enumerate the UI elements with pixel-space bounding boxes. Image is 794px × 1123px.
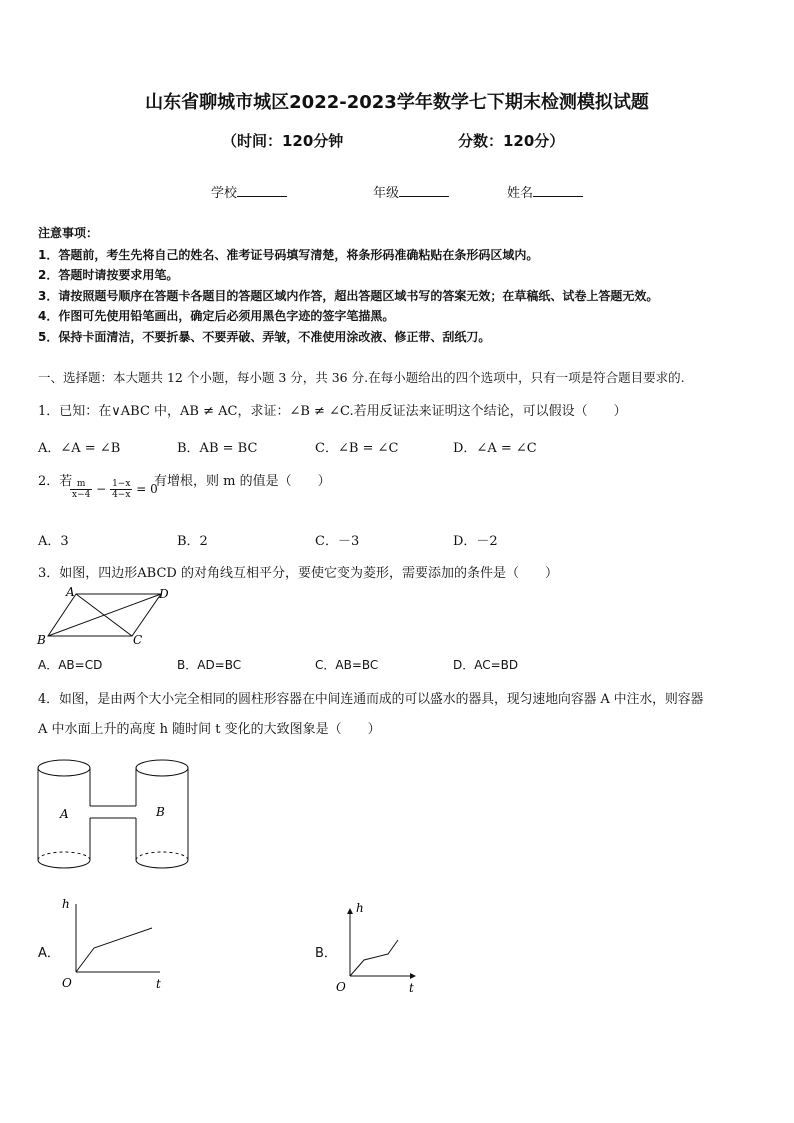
q2-option-d[interactable]: D．－2 (453, 534, 498, 549)
note-item: 3．请按照题号顺序在答题卡各题目的答题区域内作答，超出答题区域书写的答案无效；在草稿纸、试卷上答题无效。 (38, 289, 659, 303)
note-item: 1．答题前，考生先将自己的姓名、准考证号码填写清楚，将条形码准确粘贴在条形码区域内。 (38, 248, 539, 262)
q2-equation (70, 479, 158, 500)
diagonal-bd (48, 594, 161, 636)
container-label-a: A (60, 807, 69, 821)
container-b-top (136, 760, 188, 776)
name-field (507, 182, 583, 201)
notes-heading: 注意事项： (38, 226, 99, 240)
h-axis-arrow-icon (347, 908, 353, 914)
container-a-bottom (38, 860, 90, 868)
h-axis-label: h (62, 897, 70, 911)
q3-option-c[interactable]: C．AB=BC (315, 658, 379, 672)
q2-suffix: 有增根，则 m 的值是（ ） (154, 474, 331, 489)
grade-blank[interactable] (399, 184, 449, 197)
q2-option-a[interactable]: A．3 (38, 534, 69, 549)
q3-option-d[interactable]: D．AC=BD (453, 658, 519, 672)
note-item: 5．保持卡面清洁，不要折暴、不要弄破、弄皱，不准使用涂改液、修正带、刮纸刀。 (38, 330, 491, 344)
h-axis-label: h (356, 901, 364, 915)
t-axis-arrow-icon (410, 973, 416, 979)
vertex-label-d: D (159, 587, 169, 601)
q3-stem: 3．如图，四边形ABCD 的对角线互相平分，要使它变为菱形，需要添加的条件是（ ） (38, 566, 558, 581)
graph-option-b (330, 896, 430, 996)
fraction-numerator: 1−x (112, 479, 131, 489)
container-b-bottom-hidden (136, 852, 188, 860)
q1-stem: 1．已知：在∨ABC 中，AB ≠ AC，求证：∠B ≠ ∠C.若用反证法来证明这个结论，可以假设（ ） (38, 404, 627, 419)
q2-option-b[interactable]: B．2 (177, 534, 208, 549)
container-a-bottom-hidden (38, 852, 90, 860)
q1-option-b[interactable]: B．AB = BC (177, 441, 258, 456)
origin-label: O (62, 976, 72, 990)
q2-fraction-1 (70, 479, 92, 500)
q1-option-d[interactable]: D．∠A = ∠C (453, 441, 537, 456)
parallelogram-figure (34, 584, 184, 650)
school-blank[interactable] (237, 184, 287, 197)
school-label: 学校 (211, 186, 238, 201)
note-item: 4．作图可先使用铅笔画出，确定后必须用黑色字迹的签字笔描黑。 (38, 309, 395, 323)
q2-prefix: 2．若 (38, 474, 73, 489)
q2-fraction-2 (110, 479, 132, 500)
fraction-denominator: 4−x (112, 490, 131, 500)
origin-label: O (336, 980, 346, 994)
graph-line-b (350, 940, 398, 976)
minus-sign: − (96, 482, 107, 496)
exam-time: （时间：120分钟 (222, 132, 344, 150)
connected-containers-figure (30, 752, 200, 877)
container-label-b: B (156, 805, 165, 819)
q4-option-a-label[interactable]: A． (38, 946, 60, 961)
q3-option-b[interactable]: B．AD=BC (177, 658, 242, 672)
q3-option-a[interactable]: A．AB=CD (38, 658, 103, 672)
name-label: 姓名 (507, 186, 534, 201)
q4-option-b-label[interactable]: B． (315, 946, 337, 961)
t-axis-label: t (409, 981, 414, 995)
grade-field (373, 182, 449, 201)
q4-stem-line2: A 中水面上升的高度 h 随时间 t 变化的大致图象是（ ） (38, 722, 381, 737)
container-a-top (38, 760, 90, 776)
section-heading: 一、选择题：本大题共 12 个小题，每小题 3 分，共 36 分.在每小题给出的四个选项中，只有一项是符合题目要求的. (38, 370, 685, 385)
q2-option-c[interactable]: C．－3 (315, 534, 360, 549)
q4-stem-line1: 4．如图，是由两个大小完全相同的圆柱形容器在中间连通而成的可以盛水的器具，现匀速地向容器 A 中注水，则容器 (38, 692, 704, 707)
fraction-numerator: m (70, 479, 92, 490)
container-b-bottom (136, 860, 188, 868)
fraction-denominator: x−4 (72, 490, 91, 500)
q1-option-a[interactable]: A．∠A = ∠B (38, 441, 121, 456)
school-field (211, 182, 287, 201)
graph-option-a (56, 892, 176, 992)
graph-line-a (76, 928, 152, 972)
vertex-label-a: A (66, 585, 75, 599)
vertex-label-c: C (133, 633, 143, 647)
q1-option-c[interactable]: C．∠B = ∠C (315, 441, 399, 456)
exam-score: 分数：120分） (458, 132, 565, 150)
grade-label: 年级 (373, 186, 400, 201)
page-title: 山东省聊城市城区2022-2023学年数学七下期末检测模拟试题 (145, 92, 649, 113)
equals-zero: = 0 (136, 482, 158, 496)
name-blank[interactable] (533, 184, 583, 197)
vertex-label-b: B (37, 633, 46, 647)
note-item: 2．答题时请按要求用笔。 (38, 268, 179, 282)
t-axis-label: t (156, 977, 161, 991)
